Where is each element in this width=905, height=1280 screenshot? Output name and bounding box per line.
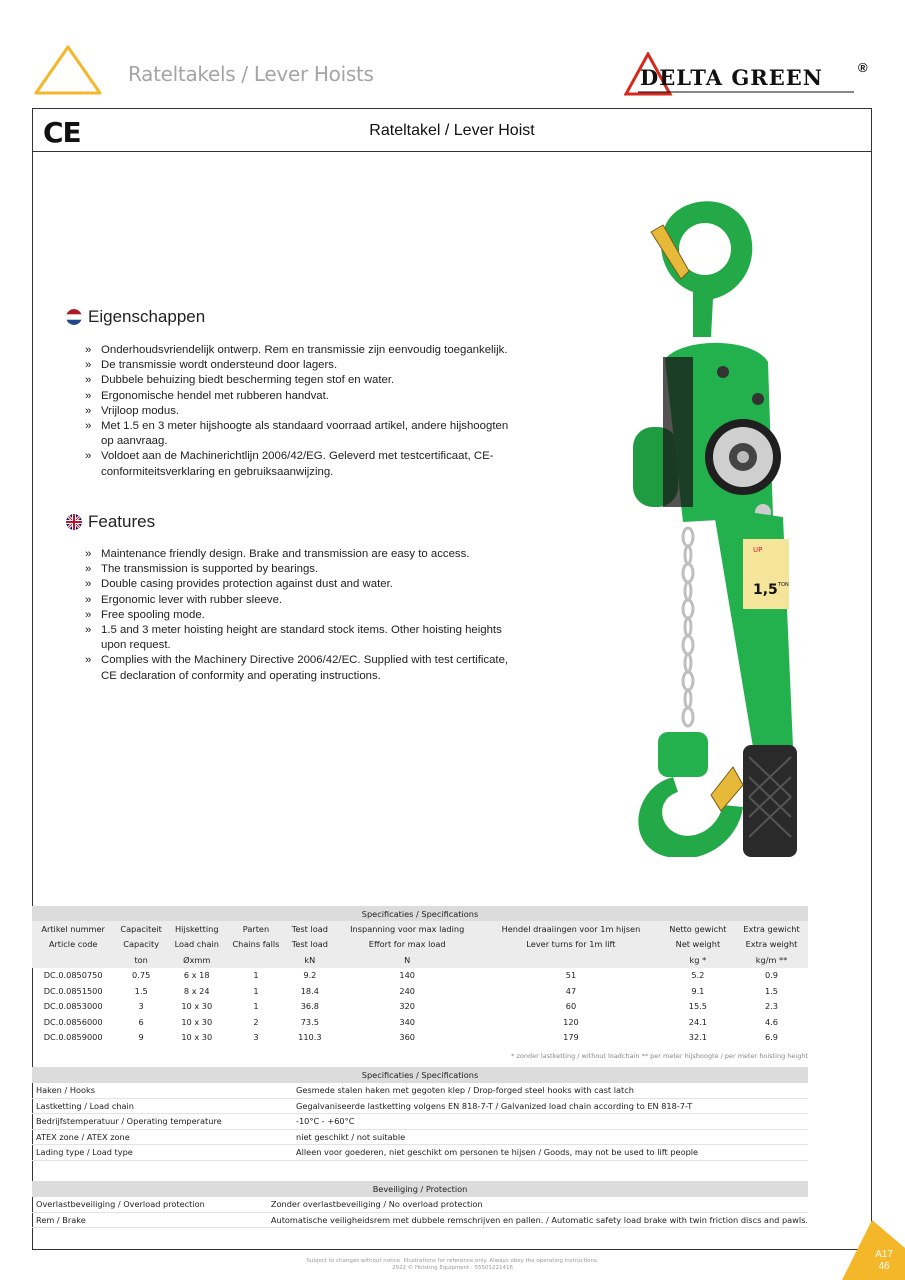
col-header: Extra gewicht (735, 921, 808, 937)
list-item: » Ergonomic lever with rubber sleeve. (85, 593, 515, 608)
spec-key: Rem / Brake (32, 1212, 267, 1228)
table-row (32, 1129, 808, 1145)
table-row (32, 968, 808, 984)
cell: 1 (253, 970, 259, 981)
cell: 6.9 (764, 1032, 778, 1043)
cell: 1.5 (764, 985, 778, 996)
delta-green-logo (624, 52, 876, 96)
col-header: Chains falls (226, 937, 287, 953)
spec-footnote: * zonder lastketting / without loadchain ** per meter hijshoogte / per meter hoisting height (511, 1052, 808, 1060)
cell: 320 (399, 1001, 416, 1012)
product-title: Rateltakel / Lever Hoist (369, 122, 535, 139)
col-header: Extra weight (735, 937, 808, 953)
catalog-section-title: Rateltakels / Lever Hoists (128, 62, 374, 86)
cell: 140 (399, 970, 416, 981)
page-section: A17 (875, 1249, 893, 1260)
cell: 4.6 (764, 1016, 778, 1027)
cell: 9.2 (303, 970, 317, 981)
list-item: » Maintenance friendly design. Brake and transmission are easy to access. (85, 547, 515, 562)
spec-key: Overlastbeveiliging / Overload protection (32, 1197, 267, 1213)
cell: 5.2 (691, 970, 705, 981)
col-header: Article code (32, 937, 114, 953)
cell: 6 (138, 1016, 144, 1027)
col-header: Test load (286, 937, 333, 953)
cell: 179 (563, 1032, 579, 1043)
cell: 110.3 (298, 1032, 322, 1043)
list-item: » Vrijloop modus. (85, 404, 515, 419)
spec-key: Haken / Hooks (32, 1083, 292, 1099)
table-row (32, 983, 808, 999)
uk-flag-icon (66, 514, 82, 530)
table-row (32, 1083, 808, 1099)
table-row (32, 999, 808, 1015)
cell: 60 (565, 1001, 577, 1012)
cell: 340 (399, 1016, 416, 1027)
list-item: » Dubbele behuizing biedt bescherming tegen stof en water. (85, 373, 515, 388)
cell: 240 (399, 985, 416, 996)
spec-key: Lading type / Load type (32, 1145, 292, 1161)
col-header: Hijsketting (168, 921, 226, 937)
col-header: Capaciteit (114, 921, 168, 937)
page-number (866, 1249, 902, 1273)
warning-triangle-icon (33, 44, 103, 96)
table-row (32, 1197, 808, 1213)
protection-table (32, 1181, 808, 1228)
cell: 47 (565, 985, 577, 996)
cell: 1 (253, 985, 259, 996)
spec-value: Gesmede stalen haken met gegoten klep / Drop-forged steel hooks with cast latch (292, 1083, 808, 1099)
list-item: » Ergonomische hendel met rubberen handvat. (85, 389, 515, 404)
cell: DC.0.0851500 (43, 985, 103, 996)
spec-caption: Specificaties / Specifications (32, 906, 808, 921)
col-header: Parten (226, 921, 287, 937)
list-item: » De transmissie wordt ondersteund door lagers. (85, 358, 515, 373)
hoist-capacity-label: 1,5 (753, 582, 778, 598)
cell: 2.3 (764, 1001, 778, 1012)
cell: 120 (563, 1016, 579, 1027)
lever-hoist-image (593, 187, 853, 857)
cell: 10 x 30 (181, 1016, 213, 1027)
table-row (32, 1212, 808, 1228)
ce-mark-icon: CE (43, 116, 81, 149)
col-header: Lever turns for 1m lift (481, 937, 661, 953)
spec-value: niet geschikt / not suitable (292, 1129, 808, 1145)
cell: 32.1 (688, 1032, 707, 1043)
unit-cell: kg * (661, 952, 735, 968)
list-item: » Free spooling mode. (85, 608, 515, 623)
features-heading (66, 512, 155, 532)
list-item: » Complies with the Machinery Directive 2006/42/EC. Supplied with test certificate, CE declaration of conformity and operating instructions. (85, 653, 515, 683)
list-item: » Met 1.5 en 3 meter hijshoogte als standaard voorraad artikel, andere hijshoogten op aanvraag. (85, 419, 515, 449)
unit-cell: ton (114, 952, 168, 968)
table-row (32, 1114, 808, 1130)
dutch-flag-icon (66, 309, 82, 325)
col-header: Inspanning voor max lading (333, 921, 481, 937)
spec2-caption: Specificaties / Specifications (32, 1067, 808, 1083)
cell: DC.0.0853000 (43, 1001, 103, 1012)
unit-cell: kN (286, 952, 333, 968)
unit-cell: kg/m ** (735, 952, 808, 968)
cell: 6 x 18 (183, 970, 210, 981)
unit-cell (32, 952, 114, 968)
col-header: Effort for max load (333, 937, 481, 953)
col-header: Hendel draaiingen voor 1m hijsen (481, 921, 661, 937)
spec-value: Gegalvaniseerde lastketting volgens EN 818-7-T / Galvanized load chain according to EN 818-7-T (292, 1098, 808, 1114)
col-header: Capacity (114, 937, 168, 953)
cell: 36.8 (300, 1001, 319, 1012)
spec-value: Alleen voor goederen, niet geschikt om personen te hijsen / Goods, may not be used to lift people (292, 1145, 808, 1161)
col-header: Net weight (661, 937, 735, 953)
cell: 10 x 30 (181, 1001, 213, 1012)
spec-value: Zonder overlastbeveiliging / No overload protection (267, 1197, 808, 1213)
list-item: » Double casing provides protection against dust and water. (85, 577, 515, 592)
spec-key: ATEX zone / ATEX zone (32, 1129, 292, 1145)
cell: 0.75 (132, 970, 151, 981)
footer-disclaimer (0, 1258, 905, 1272)
cell: DC.0.0856000 (43, 1016, 103, 1027)
cell: 18.4 (300, 985, 319, 996)
col-header: Test load (286, 921, 333, 937)
col-header: Artikel nummer (32, 921, 114, 937)
spec-value: Automatische veiligheidsrem met dubbele remschrijven en pallen. / Automatic safety load brake with twin friction discs and pawls. (267, 1212, 808, 1228)
cell: 360 (399, 1032, 416, 1043)
table-row (32, 1145, 808, 1161)
list-item: » 1.5 and 3 meter hoisting height are standard stock items. Other hoisting heights upon request. (85, 623, 515, 653)
unit-cell: N (333, 952, 481, 968)
col-header: Load chain (168, 937, 226, 953)
cell: 3 (253, 1032, 259, 1043)
cell: 15.5 (688, 1001, 707, 1012)
cell: 3 (138, 1001, 144, 1012)
cell: 9.1 (691, 985, 705, 996)
cell: 24.1 (688, 1016, 707, 1027)
list-item: » Onderhoudsvriendelijk ontwerp. Rem en transmissie zijn eenvoudig toegankelijk. (85, 343, 515, 358)
cell: DC.0.0850750 (43, 970, 103, 981)
cell: 73.5 (300, 1016, 319, 1027)
cell: 1.5 (134, 985, 148, 996)
spec-value: -10°C - +60°C (292, 1114, 808, 1130)
cell: 51 (565, 970, 577, 981)
unit-cell (481, 952, 661, 968)
unit-cell: Øxmm (168, 952, 226, 968)
specifications-details-table (32, 1067, 808, 1161)
list-item: » Voldoet aan de Machinerichtlijn 2006/42/EG. Geleverd met testcertificaat, CE-conformiteitsverklaring en gebruiksaanwijzing. (85, 449, 515, 479)
spec-key: Lastketting / Load chain (32, 1098, 292, 1114)
eigenschappen-title: Eigenschappen (88, 307, 206, 326)
cell: 8 x 24 (183, 985, 210, 996)
cell: DC.0.0859000 (43, 1032, 103, 1043)
cell: 10 x 30 (181, 1032, 213, 1043)
cell: 9 (138, 1032, 144, 1043)
footer-line: Subject to changes without notice. Illustrations for reference only. Always obey the operating instructions. (306, 1258, 599, 1264)
hoist-up-label: UP (753, 546, 763, 554)
page-index: 46 (878, 1261, 890, 1272)
list-item: » The transmission is supported by bearings. (85, 562, 515, 577)
registered-mark: ® (858, 60, 868, 75)
cell: 2 (253, 1016, 259, 1027)
cell: 1 (253, 1001, 259, 1012)
specifications-table (32, 906, 808, 1045)
brand-name: DELTA GREEN (640, 65, 823, 90)
table-row (32, 1030, 808, 1046)
eigenschappen-heading (66, 307, 205, 327)
features-list (85, 547, 515, 684)
product-header (33, 109, 871, 152)
protection-caption: Beveiliging / Protection (32, 1181, 808, 1197)
cell: 0.9 (764, 970, 778, 981)
table-row (32, 1098, 808, 1114)
table-row (32, 1014, 808, 1030)
hoist-unit-label: TON (778, 582, 789, 588)
spec-key: Bedrijfstemperatuur / Operating temperature (32, 1114, 292, 1130)
unit-cell (226, 952, 287, 968)
footer-line: 2022 © Hoisting Equipment · 55501221416 (392, 1265, 513, 1271)
col-header: Netto gewicht (661, 921, 735, 937)
features-title: Features (88, 512, 156, 531)
eigenschappen-list (85, 343, 515, 480)
